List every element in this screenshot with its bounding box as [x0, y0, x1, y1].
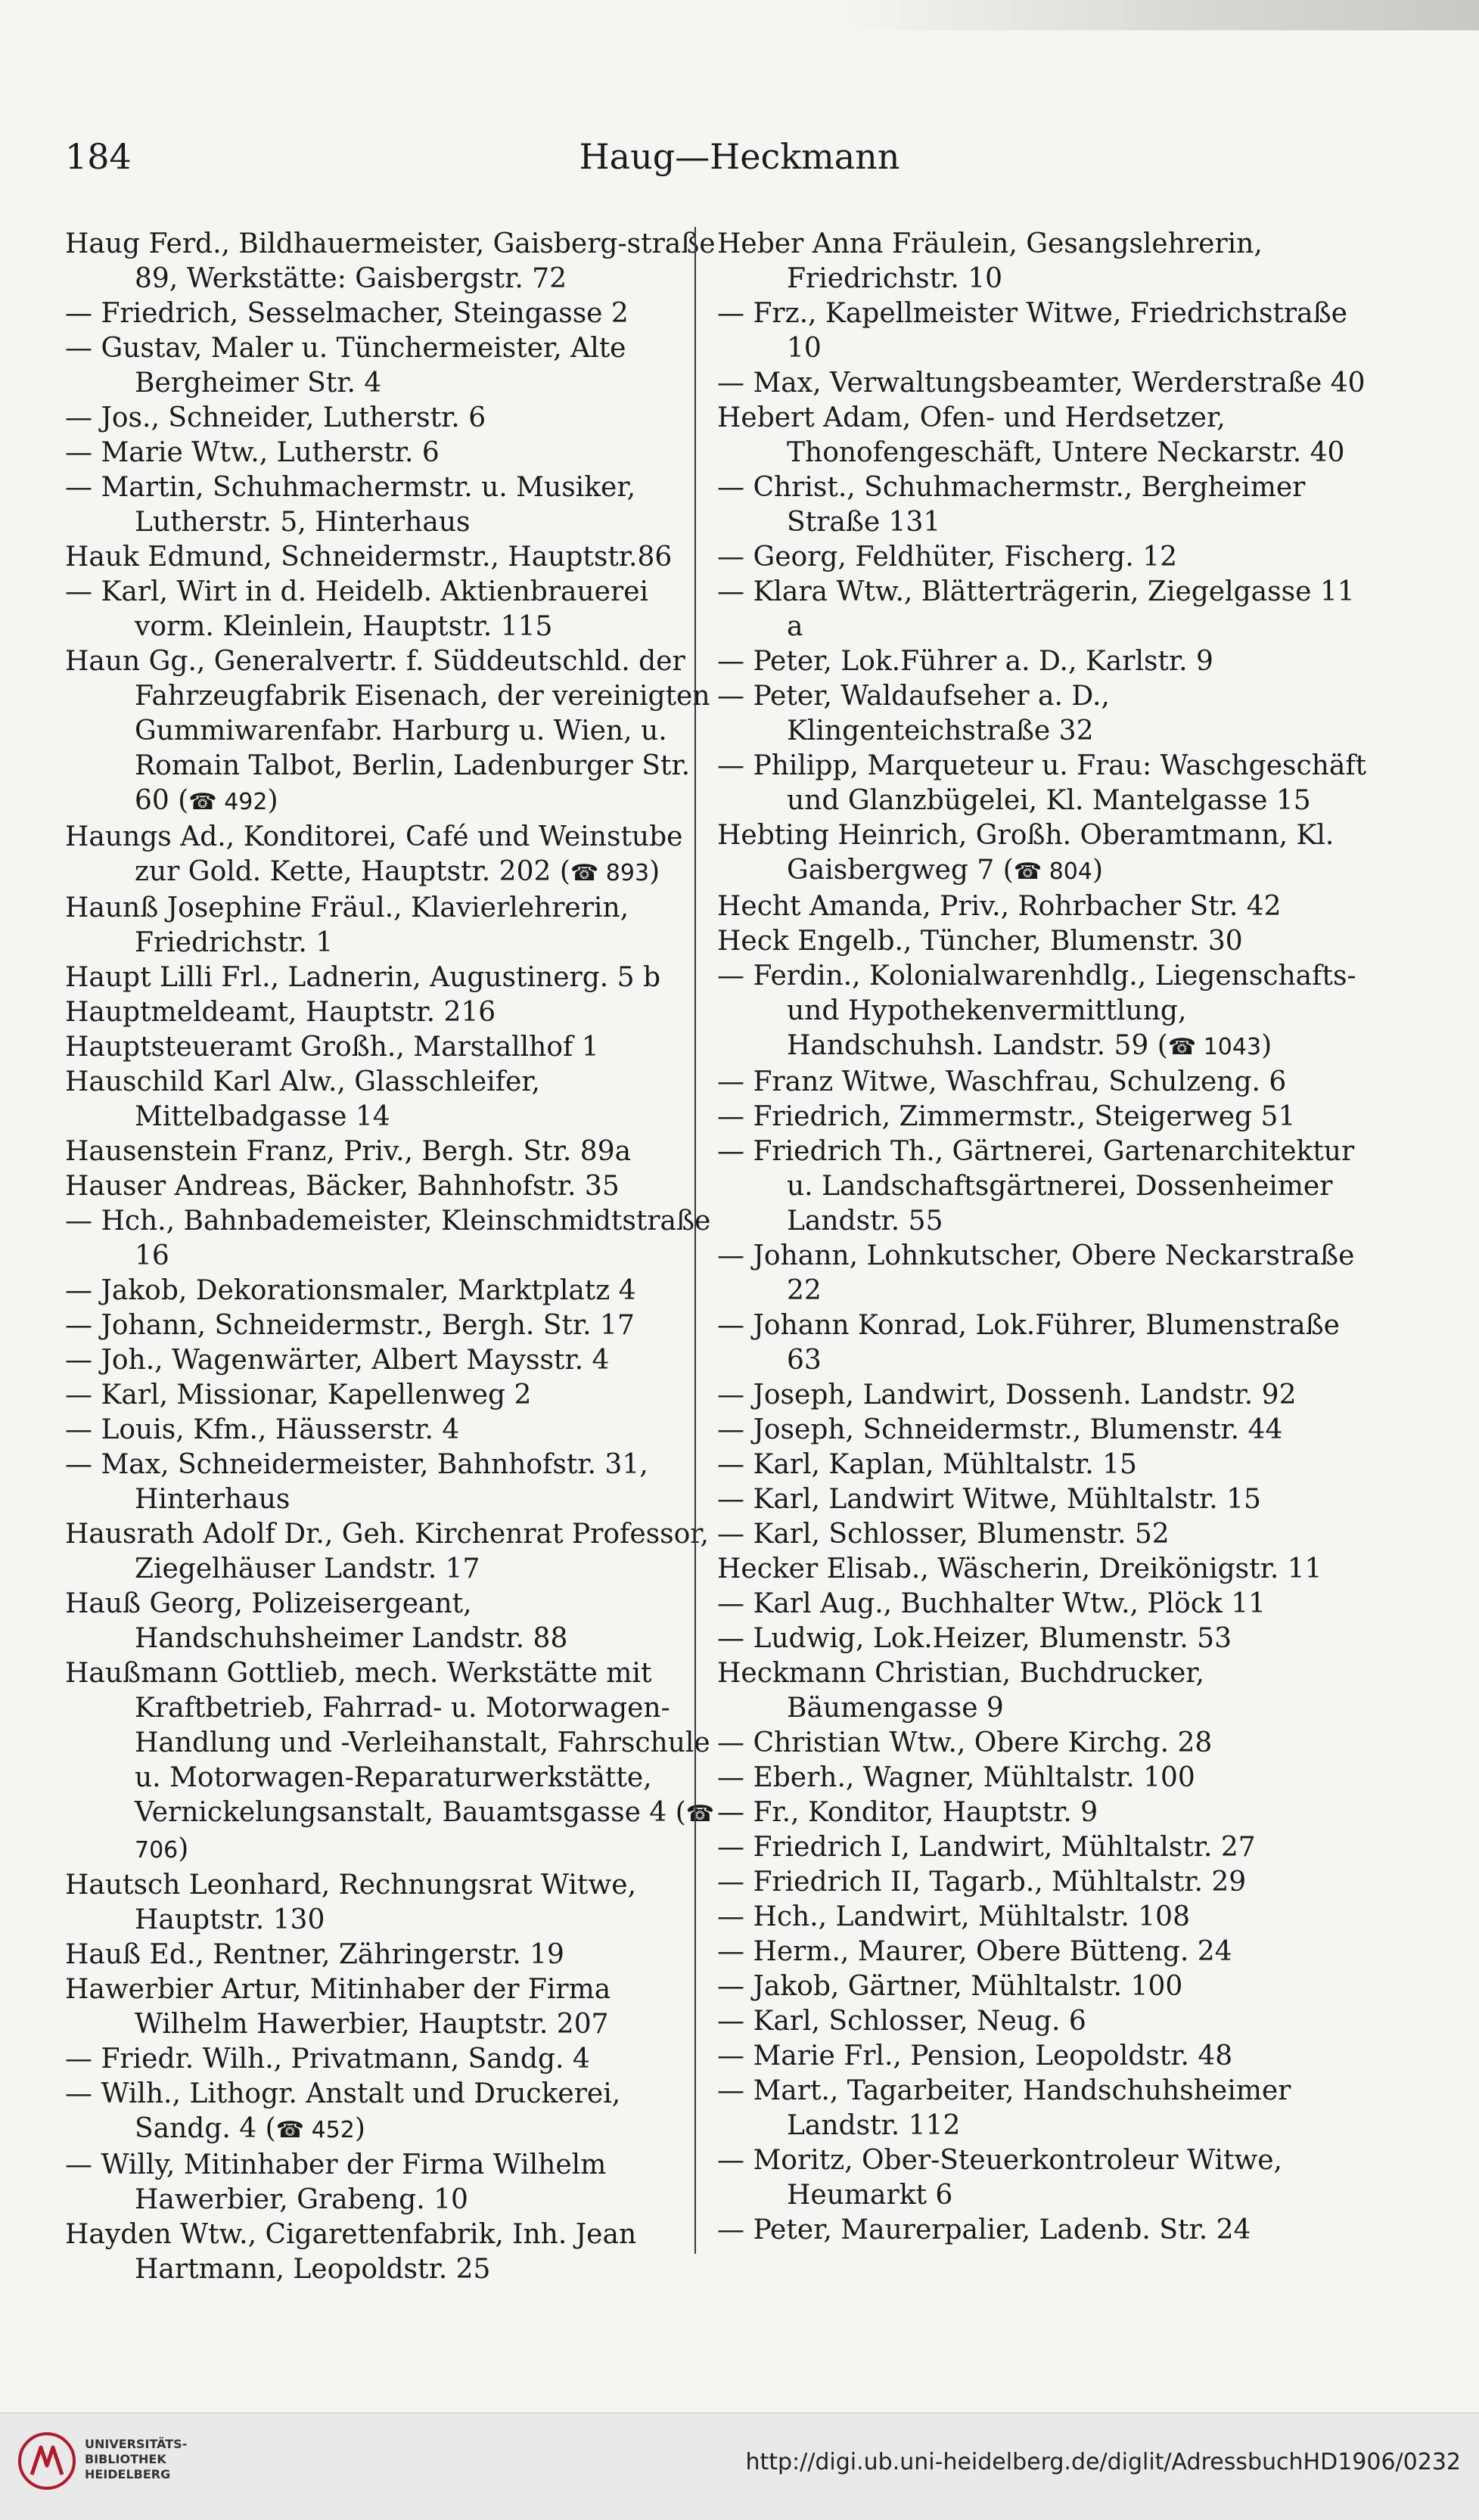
library-name-line3: HEIDELBERG	[85, 2467, 171, 2481]
entry-text-close: )	[1261, 1030, 1272, 1061]
library-logo-icon	[17, 2431, 77, 2491]
directory-entry	[65, 1587, 716, 1656]
directory-entry	[717, 2074, 1368, 2143]
directory-entry	[717, 1622, 1368, 1656]
directory-entry	[65, 1413, 716, 1448]
entry-text: — Karl, Wirt in d. Heidelb. Aktienbrauerei vorm. Kleinlein, Hauptstr. 115	[65, 576, 649, 642]
entry-text: Hausenstein Franz, Priv., Bergh. Str. 89a	[65, 1136, 632, 1167]
directory-entry	[717, 749, 1368, 818]
entry-text: Heber Anna Fräulein, Gesangslehrerin, Friedrichstr. 10	[717, 228, 1263, 294]
entry-text: Hauser Andreas, Bäcker, Bahnhofstr. 35	[65, 1171, 620, 1202]
entry-text: — Joh., Wagenwärter, Albert Maysstr. 4	[65, 1345, 610, 1376]
directory-entry	[65, 1938, 716, 1972]
entry-text: — Friedrich Th., Gärtnerei, Gartenarchitektur u. Landschaftsgärtnerei, Dossenheimer Landstr. 55	[717, 1136, 1355, 1237]
directory-entry	[717, 1587, 1368, 1622]
directory-entry	[717, 1865, 1368, 1900]
entry-text: — Willy, Mitinhaber der Firma Wilhelm Hawerbier, Grabeng. 10	[65, 2149, 607, 2215]
entry-text: — Karl Aug., Buchhalter Wtw., Plöck 11	[717, 1588, 1266, 1619]
entry-text: — Johann, Lohnkutscher, Obere Neckarstraße 22	[717, 1240, 1355, 1306]
directory-entry	[65, 644, 716, 820]
directory-entry	[65, 1517, 716, 1587]
entry-text: — Jakob, Dekorationsmaler, Marktplatz 4	[65, 1275, 636, 1306]
entry-text: — Ludwig, Lok.Heizer, Blumenstr. 53	[717, 1623, 1232, 1654]
directory-entry	[717, 889, 1368, 924]
directory-entry	[717, 1378, 1368, 1413]
entry-text: — Christ., Schuhmachermstr., Bergheimer Straße 131	[717, 472, 1306, 538]
entry-text: Haungs Ad., Konditorei, Café und Weinstube zur Gold. Kette, Hauptstr. 202 (	[65, 821, 683, 887]
entry-text: — Johann Konrad, Lok.Führer, Blumenstraße 63	[717, 1310, 1340, 1376]
directory-entry	[717, 1795, 1368, 1830]
entry-text: — Jakob, Gärtner, Mühltalstr. 100	[717, 1971, 1183, 2002]
directory-entry	[65, 1134, 716, 1169]
entry-text: — Marie Wtw., Lutherstr. 6	[65, 437, 440, 468]
entry-text: — Joseph, Schneidermstr., Blumenstr. 44	[717, 1414, 1283, 1445]
entry-text: Hauptsteueramt Großh., Marstallhof 1	[65, 1032, 599, 1063]
directory-entry	[65, 2217, 716, 2287]
directory-entry	[717, 1448, 1368, 1482]
library-name-line1: UNIVERSITÄTS-	[85, 2437, 188, 2451]
entry-text-close: )	[1092, 855, 1104, 886]
entry-text: — Philipp, Marqueteur u. Frau: Waschgeschäft und Glanzbügelei, Kl. Mantelgasse 15	[717, 750, 1367, 816]
directory-entry	[65, 1308, 716, 1343]
entry-text: Haupt Lilli Frl., Ladnerin, Augustinerg. 5 b	[65, 962, 661, 993]
entry-text: Hauß Ed., Rentner, Zähringerstr. 19	[65, 1939, 564, 1970]
directory-entry	[65, 296, 716, 331]
library-name-line2: BIBLIOTHEK	[85, 2452, 166, 2466]
directory-entry	[65, 540, 716, 575]
directory-entry	[717, 1239, 1368, 1308]
right-column	[717, 227, 1368, 2248]
directory-entry	[717, 1830, 1368, 1865]
directory-entry	[717, 1726, 1368, 1761]
entry-text: — Christian Wtw., Obere Kirchg. 28	[717, 1727, 1213, 1758]
directory-entry	[717, 2039, 1368, 2074]
entry-text: — Friedr. Wilh., Privatmann, Sandg. 4	[65, 2044, 590, 2075]
directory-entry	[65, 575, 716, 644]
directory-entry	[65, 1972, 716, 2042]
directory-entry	[717, 1656, 1368, 1726]
entry-text: — Friedrich, Sesselmacher, Steingasse 2	[65, 298, 629, 329]
entry-text: Hauptmeldeamt, Hauptstr. 216	[65, 997, 496, 1028]
entry-text-close: )	[649, 856, 660, 887]
directory-entry	[717, 1065, 1368, 1100]
entry-text: Haug Ferd., Bildhauermeister, Gaisberg-straße 89, Werkstätte: Gaisbergstr. 72	[65, 228, 716, 294]
entry-text: Hebting Heinrich, Großh. Oberamtmann, Kl. Gaisbergweg 7 (	[717, 820, 1335, 886]
entry-text: Hausrath Adolf Dr., Geh. Kirchenrat Professor, Ziegelhäuser Landstr. 17	[65, 1519, 709, 1584]
column-divider	[694, 227, 696, 2254]
directory-entry	[65, 1030, 716, 1065]
directory-entry	[717, 1482, 1368, 1517]
directory-entry	[65, 1448, 716, 1517]
directory-entry	[65, 1343, 716, 1378]
telephone-number: ☎ 893	[570, 860, 650, 886]
directory-entry	[65, 995, 716, 1030]
running-head: Haug—Heckmann	[579, 136, 900, 177]
entry-text: — Gustav, Maler u. Tünchermeister, Alte Bergheimer Str. 4	[65, 333, 626, 399]
entry-text: — Mart., Tagarbeiter, Handschuhsheimer Landstr. 112	[717, 2075, 1291, 2141]
directory-entry	[65, 401, 716, 436]
entry-text: — Moritz, Ober-Steuerkontroleur Witwe, Heumarkt 6	[717, 2145, 1282, 2211]
entry-text: — Joseph, Landwirt, Dossenh. Landstr. 92	[717, 1379, 1297, 1411]
directory-entry	[65, 436, 716, 470]
directory-entry	[65, 961, 716, 995]
directory-entry	[717, 1413, 1368, 1448]
entry-text: — Wilh., Lithogr. Anstalt und Druckerei, Sandg. 4 (	[65, 2078, 621, 2144]
entry-text: — Georg, Feldhüter, Fischerg. 12	[717, 542, 1178, 573]
entry-text: Hautsch Leonhard, Rechnungsrat Witwe, Hauptstr. 130	[65, 1870, 636, 1935]
directory-entry	[717, 2143, 1368, 2213]
directory-entry	[717, 924, 1368, 959]
directory-entry	[65, 1656, 716, 1868]
telephone-number: ☎ 452	[275, 2117, 355, 2143]
entry-text: — Friedrich, Zimmermstr., Steigerweg 51	[717, 1101, 1296, 1132]
directory-entry	[717, 540, 1368, 575]
entry-text: Heck Engelb., Tüncher, Blumenstr. 30	[717, 926, 1243, 957]
entry-text: — Hch., Landwirt, Mühltalstr. 108	[717, 1901, 1190, 1932]
directory-entry	[65, 1274, 716, 1308]
directory-entry	[717, 2213, 1368, 2248]
directory-entry	[717, 227, 1368, 296]
entry-text: — Jos., Schneider, Lutherstr. 6	[65, 402, 486, 433]
entry-text: Hecker Elisab., Wäscherin, Dreikönigstr. 11	[717, 1553, 1322, 1584]
entry-text: Haunß Josephine Fräul., Klavierlehrerin, Friedrichstr. 1	[65, 892, 629, 958]
entry-text: — Frz., Kapellmeister Witwe, Friedrichstraße 10	[717, 298, 1347, 364]
telephone-number: ☎ 804	[1013, 858, 1092, 885]
directory-entry	[65, 2042, 716, 2077]
entry-text: — Karl, Schlosser, Neug. 6	[717, 2006, 1086, 2037]
entry-text-close: )	[354, 2113, 365, 2144]
telephone-number: ☎ 706	[135, 1801, 715, 1864]
entry-text: — Max, Verwaltungsbeamter, Werderstraße 40	[717, 368, 1366, 399]
entry-text: — Friedrich I, Landwirt, Mühltalstr. 27	[717, 1832, 1256, 1863]
directory-entry	[717, 1552, 1368, 1587]
directory-entry	[717, 366, 1368, 401]
entry-text: — Peter, Maurerpalier, Ladenb. Str. 24	[717, 2214, 1251, 2245]
directory-entry	[717, 1134, 1368, 1239]
entry-text: — Marie Frl., Pension, Leopoldstr. 48	[717, 2041, 1233, 2072]
directory-entry	[717, 1100, 1368, 1134]
entry-text: Haußmann Gottlieb, mech. Werkstätte mit Kraftbetrieb, Fahrrad- u. Motorwagen-Handlung und -Verleihanstalt, Fahrschule u. Motorwagen-Reparaturwerkstätte, Vernickelungsanstalt, Bauamtsgasse 4 (	[65, 1658, 710, 1828]
directory-entry	[65, 227, 716, 296]
directory-entry	[717, 959, 1368, 1065]
entry-text: — Louis, Kfm., Häusserstr. 4	[65, 1414, 460, 1445]
entry-text: — Hch., Bahnbademeister, Kleinschmidtstraße 16	[65, 1206, 711, 1271]
entry-text: Heckmann Christian, Buchdrucker, Bäumengasse 9	[717, 1658, 1204, 1724]
entry-text: — Peter, Waldaufseher a. D., Klingenteichstraße 32	[717, 681, 1110, 746]
entry-text-close: )	[178, 1833, 189, 1864]
entry-text: — Johann, Schneidermstr., Bergh. Str. 17	[65, 1310, 635, 1341]
directory-entry	[717, 470, 1368, 540]
entry-text: — Karl, Kaplan, Mühltalstr. 15	[717, 1449, 1137, 1480]
telephone-number: ☎ 1043	[1167, 1034, 1262, 1060]
entry-text: Hayden Wtw., Cigarettenfabrik, Inh. Jean Hartmann, Leopoldstr. 25	[65, 2219, 637, 2285]
directory-entry	[65, 1868, 716, 1938]
entry-text: — Herm., Maurer, Obere Bütteng. 24	[717, 1936, 1232, 1967]
directory-entry	[65, 1378, 716, 1413]
directory-entry	[717, 575, 1368, 644]
entry-text: — Karl, Landwirt Witwe, Mühltalstr. 15	[717, 1484, 1261, 1515]
directory-entry	[717, 1935, 1368, 1969]
directory-entry	[65, 1204, 716, 1274]
directory-entry	[65, 1169, 716, 1204]
directory-entry	[717, 1969, 1368, 2004]
entry-text: Hebert Adam, Ofen- und Herdsetzer, Thonofengeschäft, Untere Neckarstr. 40	[717, 402, 1345, 468]
entry-text: Hawerbier Artur, Mitinhaber der Firma Wilhelm Hawerbier, Hauptstr. 207	[65, 1974, 611, 2040]
directory-entry	[717, 644, 1368, 679]
entry-text: — Martin, Schuhmachermstr. u. Musiker, Lutherstr. 5, Hinterhaus	[65, 472, 636, 538]
directory-entry	[65, 820, 716, 891]
source-url-link[interactable]: http://digi.ub.uni-heidelberg.de/diglit/AdressbuchHD1906/0232	[745, 2449, 1461, 2475]
scan-edge-shadow	[832, 0, 1479, 30]
left-column	[65, 227, 716, 2287]
directory-entry	[65, 1065, 716, 1134]
entry-text: Hecht Amanda, Priv., Rohrbacher Str. 42	[717, 891, 1282, 922]
entry-text-close: )	[267, 785, 278, 816]
entry-text: Hauß Georg, Polizeisergeant, Handschuhsheimer Landstr. 88	[65, 1588, 568, 1654]
entry-text: — Eberh., Wagner, Mühltalstr. 100	[717, 1762, 1195, 1793]
page-number: 184	[65, 136, 132, 177]
directory-entry	[717, 1761, 1368, 1795]
entry-text: — Karl, Missionar, Kapellenweg 2	[65, 1379, 532, 1411]
directory-entry	[717, 818, 1368, 889]
entry-text: Haun Gg., Generalvertr. f. Süddeutschld. der Fahrzeugfabrik Eisenach, der vereinigten Gummiwarenfabr. Harburg u. Wien, u. Romain Talbot, Berlin, Ladenburger Str. 60 (	[65, 646, 710, 816]
directory-entry	[65, 891, 716, 961]
entry-text: — Karl, Schlosser, Blumenstr. 52	[717, 1519, 1170, 1550]
directory-entry	[717, 679, 1368, 749]
directory-entry	[717, 401, 1368, 470]
entry-text: — Fr., Konditor, Hauptstr. 9	[717, 1797, 1098, 1828]
directory-entry	[65, 470, 716, 540]
telephone-number: ☎ 492	[188, 789, 268, 815]
directory-entry	[717, 2004, 1368, 2039]
directory-entry	[717, 1517, 1368, 1552]
directory-entry	[65, 2077, 716, 2148]
entry-text: — Friedrich II, Tagarb., Mühltalstr. 29	[717, 1867, 1247, 1898]
entry-text: — Peter, Lok.Führer a. D., Karlstr. 9	[717, 646, 1213, 677]
directory-entry	[65, 331, 716, 401]
entry-text: — Klara Wtw., Blätterträgerin, Ziegelgasse 11 a	[717, 576, 1355, 642]
entry-text: Hauk Edmund, Schneidermstr., Hauptstr.86	[65, 542, 673, 573]
directory-entry	[717, 1900, 1368, 1935]
directory-entry	[65, 2148, 716, 2217]
entry-text: — Ferdin., Kolonialwarenhdlg., Liegenschafts- und Hypothekenvermittlung, Handschuhsh. Landstr. 59 (	[717, 961, 1356, 1061]
entry-text: — Max, Schneidermeister, Bahnhofstr. 31, Hinterhaus	[65, 1449, 648, 1515]
directory-entry	[717, 296, 1368, 366]
library-name	[85, 2437, 187, 2482]
directory-entry	[717, 1308, 1368, 1378]
entry-text: Hauschild Karl Alw., Glasschleifer, Mittelbadgasse 14	[65, 1066, 540, 1132]
entry-text: — Franz Witwe, Waschfrau, Schulzeng. 6	[717, 1066, 1287, 1097]
